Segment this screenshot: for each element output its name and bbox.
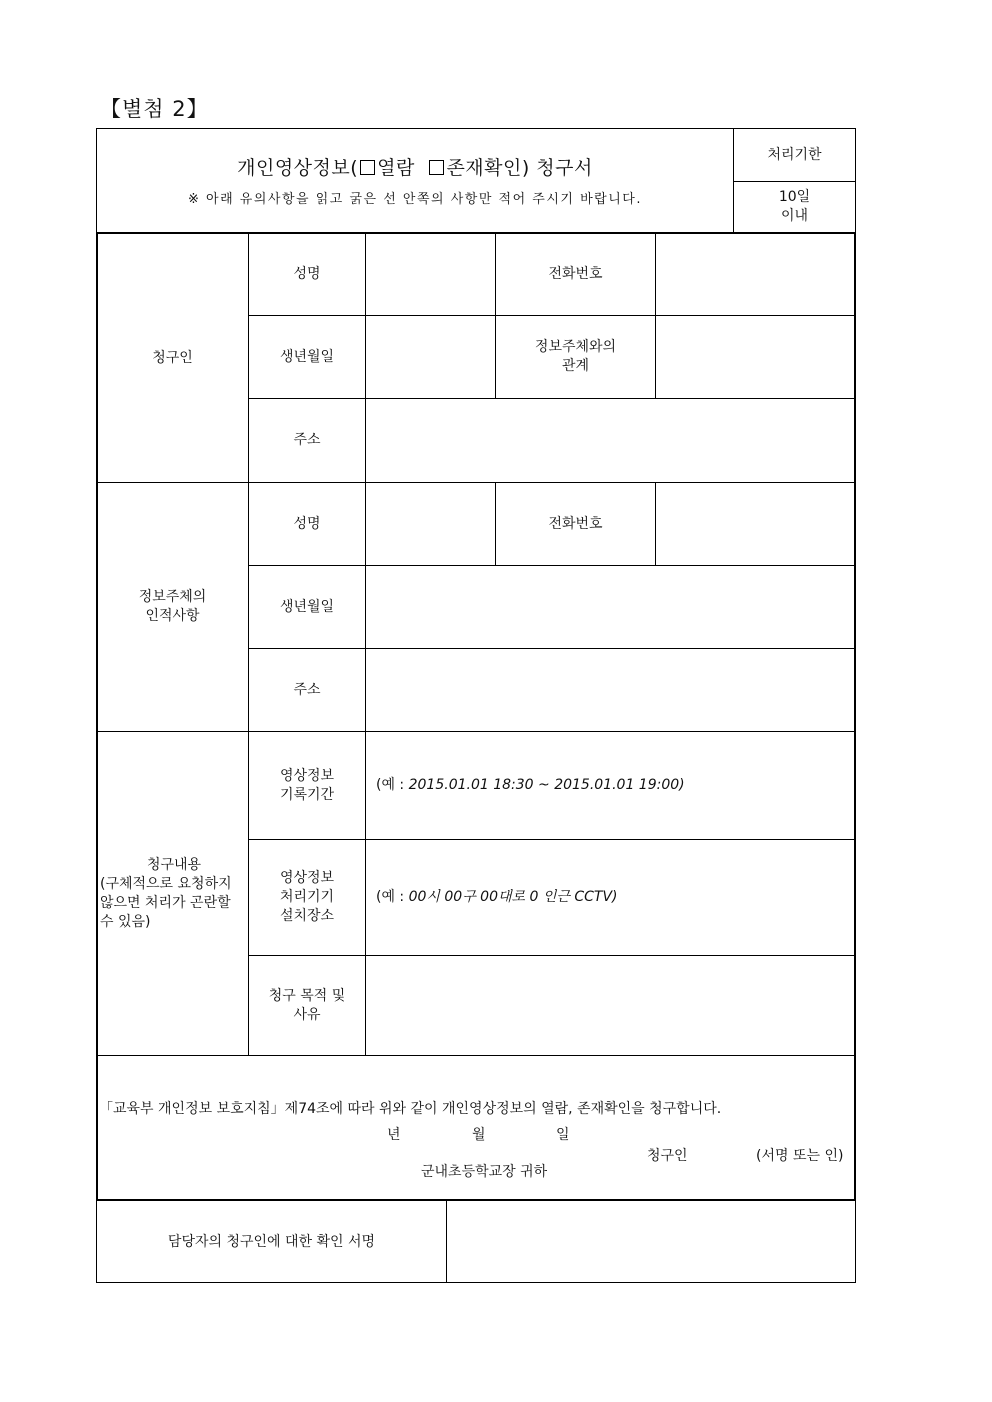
attachment-label: 【별첨 2】 [100, 97, 209, 121]
divider [733, 181, 856, 182]
location-label-line3: 설치장소 [279, 908, 335, 924]
checkbox-view[interactable] [360, 160, 375, 175]
location-example-suffix: ) [612, 889, 618, 905]
divider [248, 955, 855, 956]
requester-address-field[interactable] [366, 399, 854, 482]
request-section-label [97, 732, 248, 1055]
device-location-label [249, 840, 365, 955]
location-label-line2: 처리기기 [279, 889, 335, 905]
subject-address-field[interactable] [366, 649, 854, 731]
period-label-line1: 영상정보 [279, 767, 335, 784]
declaration-sentence: 「교육부 개인정보 보호지침」제74조에 따라 위와 같이 개인영상정보의 열람, 존재확인을 청구합니다. [99, 1101, 722, 1117]
divider [733, 128, 734, 233]
location-example: 00시 00구 00대로 0 인근 CCTV [408, 889, 613, 905]
addressee: 군내초등학교장 귀하 [421, 1164, 548, 1180]
divider [248, 233, 249, 1055]
option-view-label: 열람 [377, 156, 415, 179]
deadline-days: 10일 [778, 189, 811, 205]
divider [96, 731, 855, 732]
subject-phone-field[interactable] [656, 483, 854, 565]
purpose-label-line1: 청구 목적 및 [268, 987, 346, 1004]
divider [248, 398, 855, 399]
deadline-within: 이내 [780, 208, 809, 224]
request-label-line1: 청구내용 [146, 856, 202, 873]
subject-label-line2: 인적사항 [145, 608, 200, 624]
divider [248, 839, 855, 840]
divider [495, 482, 496, 565]
purpose-label [249, 956, 365, 1055]
period-example-prefix: (예 : [376, 777, 409, 793]
form-title [97, 150, 733, 186]
request-label-line4: 수 있음) [100, 913, 151, 930]
requester-name-label: 성명 [293, 266, 321, 282]
confirm-signature-field[interactable] [447, 1202, 854, 1282]
divider [248, 648, 855, 649]
deadline-label: 처리기한 [767, 146, 822, 163]
requester-phone-field[interactable] [656, 234, 854, 315]
divider [855, 128, 856, 234]
signature-placeholder[interactable]: (서명 또는 인) [756, 1148, 844, 1164]
title-prefix: 개인영상정보( [237, 156, 359, 179]
divider [96, 1200, 97, 1283]
declaration-requester: 청구인 [647, 1148, 688, 1164]
requester-phone-label: 전화번호 [548, 266, 603, 282]
subject-birth-label: 생년월일 [279, 598, 335, 615]
request-label-line2: (구체적으로 요청하지 [100, 875, 232, 892]
subject-label-line1: 정보주체의 [138, 589, 207, 605]
subject-name-field[interactable] [366, 483, 495, 565]
divider [446, 1200, 447, 1283]
divider [495, 233, 496, 399]
deadline-value [734, 182, 855, 232]
device-location-field[interactable] [366, 840, 854, 955]
divider [365, 233, 366, 1055]
divider [655, 233, 656, 399]
record-period-label [249, 732, 365, 839]
relation-label-line1: 정보주체와의 [534, 339, 617, 355]
checkbox-existence[interactable] [429, 160, 444, 175]
divider [96, 232, 856, 234]
subject-birth-field[interactable] [366, 566, 854, 648]
requester-address-label: 주소 [293, 432, 321, 448]
requester-section-label: 청구인 [152, 349, 193, 366]
divider [96, 128, 97, 234]
purpose-field[interactable] [366, 956, 854, 1055]
date-day: 일 [556, 1127, 570, 1143]
divider [96, 482, 855, 483]
purpose-label-line2: 사유 [293, 1006, 321, 1023]
period-example-suffix: ) [679, 777, 685, 793]
location-label-line1: 영상정보 [279, 870, 335, 886]
subject-phone-label: 전화번호 [548, 515, 603, 532]
requester-name-field[interactable] [366, 234, 495, 315]
request-label-line3: 않으면 처리가 곤란할 [100, 894, 231, 911]
divider [96, 1055, 855, 1056]
location-example-prefix: (예 : [376, 889, 409, 905]
date-year: 년 [387, 1127, 401, 1143]
date-month: 월 [472, 1127, 486, 1143]
divider [96, 1282, 856, 1283]
instruction-note: ※ 아래 유의사항을 읽고 굵은 선 안쪽의 사항만 적어 주시기 바랍니다. [188, 191, 642, 207]
divider [248, 565, 855, 566]
relation-label-line2: 관계 [561, 358, 590, 374]
period-example: 2015.01.01 18:30 ~ 2015.01.01 19:00 [408, 777, 680, 793]
subject-section-label [97, 483, 248, 731]
record-period-field[interactable] [366, 732, 854, 839]
subject-address-label: 주소 [293, 681, 321, 698]
divider [655, 482, 656, 565]
divider [96, 128, 856, 129]
requester-relation-label [496, 316, 655, 398]
option-check-label: 존재확인 [446, 156, 522, 179]
requester-relation-field[interactable] [656, 316, 854, 398]
confirm-label: 담당자의 청구인에 대한 확인 서명 [167, 1233, 376, 1250]
period-label-line2: 기록기간 [279, 786, 335, 803]
title-suffix: ) 청구서 [521, 156, 593, 179]
divider [248, 315, 855, 316]
divider [96, 1199, 856, 1201]
requester-birth-field[interactable] [366, 316, 495, 398]
divider [855, 1200, 856, 1283]
subject-name-label: 성명 [293, 515, 321, 532]
requester-birth-label: 생년월일 [279, 348, 335, 365]
